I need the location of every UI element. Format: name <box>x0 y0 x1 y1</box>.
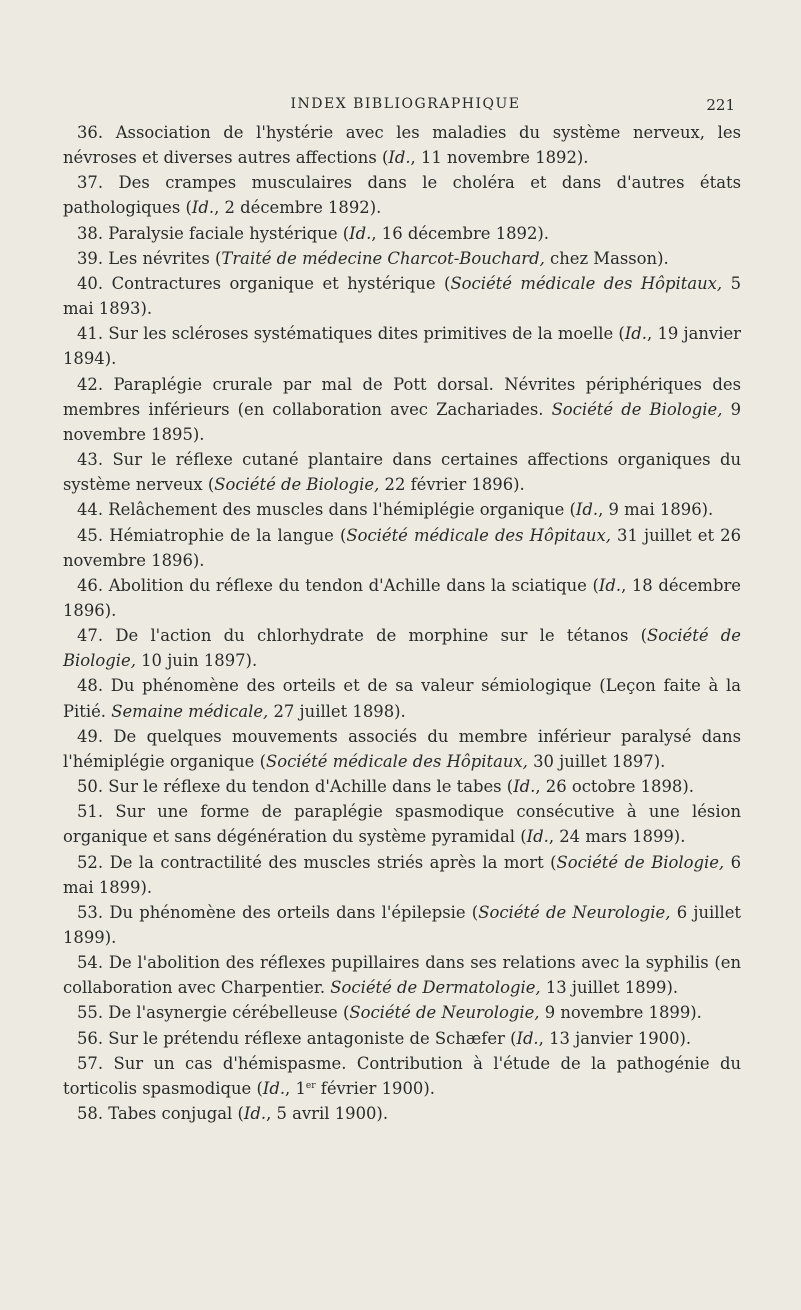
entry-source: Société de Biologie, <box>63 626 741 671</box>
bibliography-entry <box>63 497 741 522</box>
entry-date: 22 février 1896). <box>379 475 525 495</box>
bibliography-entry <box>63 623 741 673</box>
entry-number: 43. <box>77 450 104 470</box>
entry-text: Sur les scléroses systématiques dites primitives de la moelle ( <box>108 324 625 344</box>
entry-number: 57. <box>77 1053 104 1073</box>
entry-source: Id. <box>262 1078 286 1098</box>
bibliography-entry <box>63 447 741 497</box>
entry-text: De l'action du chlorhydrate de morphine sur le tétanos ( <box>115 626 648 646</box>
entry-date: , 19 janvier 1894). <box>63 324 741 369</box>
entry-number: 41. <box>77 324 104 344</box>
entry-date: 31 juillet et 26 novembre 1896). <box>63 525 741 570</box>
entry-source: Société de Biologie, <box>556 852 725 872</box>
entry-date: , 13 janvier 1900). <box>538 1028 692 1048</box>
entry-date: 6 juillet 1899). <box>63 902 742 947</box>
entry-number: 38. <box>77 223 104 243</box>
entry-source: Id. <box>513 777 536 797</box>
entry-text: Sur le prétendu réflexe antagoniste de Schæfer ( <box>108 1028 517 1048</box>
entry-text: Sur le réflexe du tendon d'Achille dans le tabes ( <box>108 777 514 797</box>
entry-number: 58. <box>77 1104 104 1124</box>
entry-source: Société médicale des Hôpitaux, <box>266 751 528 771</box>
entry-source: Id. <box>598 575 622 595</box>
entry-text: Paralysie faciale hystérique ( <box>108 223 350 243</box>
entry-date: 6 mai 1899). <box>63 852 742 897</box>
entry-superscript: er <box>305 1080 316 1091</box>
entry-number: 56. <box>77 1028 104 1048</box>
entry-date: , 1 <box>285 1078 306 1098</box>
page-number: 221 <box>706 96 735 114</box>
entry-source: Société de Neurologie, <box>349 1003 540 1023</box>
entry-date: 9 novembre 1895). <box>63 399 742 444</box>
entry-date: , 2 décembre 1892). <box>214 198 382 218</box>
entry-source: Société médicale des Hôpitaux, <box>346 525 611 545</box>
entry-date: , 5 avril 1900). <box>266 1104 389 1124</box>
bibliography-entry <box>63 573 741 623</box>
page-header <box>0 96 801 120</box>
entry-source: Id. <box>349 223 372 243</box>
entry-number: 42. <box>77 374 104 394</box>
entry-number: 55. <box>77 1003 104 1023</box>
bibliography-entry <box>63 1026 741 1051</box>
bibliography-entry <box>63 271 741 321</box>
entry-date: 10 juin 1897). <box>135 651 258 671</box>
entry-number: 47. <box>77 626 104 646</box>
entry-text: Du phénomène des orteils et de sa valeur sémiologique (Leçon faite à la Pitié. <box>63 676 741 721</box>
entry-source: Traité de médecine Charcot-Bouchard, <box>221 248 545 268</box>
entry-text: De quelques mouvements associés du membre inférieur paralysé dans l'hémiplégie organique ( <box>63 726 741 771</box>
entry-number: 53. <box>77 902 104 922</box>
entry-date: 13 juillet 1899). <box>540 978 679 998</box>
entry-date: 9 novembre 1899). <box>539 1003 702 1023</box>
entry-source: Id. <box>388 148 411 168</box>
entry-text: Des crampes musculaires dans le choléra et dans d'autres états pathologiques ( <box>63 173 741 218</box>
entry-text: Tabes conjugal ( <box>108 1104 244 1124</box>
entry-date: , 18 décembre 1896). <box>63 575 741 620</box>
bibliography-entry <box>63 1101 741 1126</box>
bibliography-entry <box>63 246 741 271</box>
entry-number: 44. <box>77 500 104 520</box>
bibliography-entry <box>63 120 741 170</box>
entry-text: Association de l'hystérie avec les maladies du système nerveux, les névroses et diverses autres affections ( <box>63 123 741 168</box>
entry-text: Sur le réflexe cutané plantaire dans certaines affections organiques du système nerveux ( <box>63 450 741 495</box>
entry-text: Sur une forme de paraplégie spasmodique consécutive à une lésion organique et sans dégénération du système pyramidal ( <box>63 802 741 847</box>
entry-number: 39. <box>77 248 104 268</box>
entry-number: 51. <box>77 802 104 822</box>
entry-number: 46. <box>77 575 104 595</box>
entry-source: Société médicale des Hôpitaux, <box>450 273 723 293</box>
entry-source: Semaine médicale, <box>111 701 269 721</box>
entry-date: , 26 octobre 1898). <box>535 777 694 797</box>
entry-text: De la contractilité des muscles striés après la mort ( <box>109 852 557 872</box>
entry-text: Abolition du réflexe du tendon d'Achille dans la sciatique ( <box>108 575 599 595</box>
entry-number: 45. <box>77 525 104 545</box>
entry-date-end: février 1900). <box>315 1078 435 1098</box>
bibliography-entry <box>63 170 741 220</box>
entry-source: Société de Neurologie, <box>478 902 671 922</box>
entry-date: , 9 mai 1896). <box>598 500 714 520</box>
entry-number: 48. <box>77 676 104 696</box>
bibliography-entry <box>63 774 741 799</box>
bibliography-entry <box>63 673 741 723</box>
entry-text: De l'asynergie cérébelleuse ( <box>108 1003 350 1023</box>
entry-number: 37. <box>77 173 104 193</box>
entry-date: 27 juillet 1898). <box>268 701 406 721</box>
entry-number: 49. <box>77 726 104 746</box>
entry-number: 40. <box>77 273 104 293</box>
entry-source: Id. <box>575 500 599 520</box>
entry-date: , 24 mars 1899). <box>548 827 686 847</box>
entry-text: Contractures organique et hystérique ( <box>111 273 451 293</box>
entry-source: Id. <box>191 198 215 218</box>
entry-text: Sur un cas d'hémispasme. Contribution à l'étude de la pathogénie du torticolis spasmodique ( <box>63 1053 741 1098</box>
bibliography-entry <box>63 523 741 573</box>
bibliography-entry <box>63 799 741 849</box>
running-title: INDEX BIBLIOGRAPHIQUE <box>290 96 521 112</box>
entry-text: Paraplégie crurale par mal de Pott dorsal. Névrites périphériques des membres inférieurs (en collaboration avec Zachariades. <box>63 374 741 419</box>
entry-text: Hémiatrophie de la langue ( <box>109 525 347 545</box>
bibliography-entry <box>63 372 741 447</box>
entry-text: De l'abolition des réflexes pupillaires dans ses relations avec la syphilis (en collaboration avec Charpentier. <box>63 953 741 998</box>
bibliography-entry <box>63 950 741 1000</box>
entry-source: Id. <box>243 1104 267 1124</box>
bibliography-entry <box>63 321 741 371</box>
bibliography-entry <box>63 1051 741 1101</box>
entry-source: Id. <box>624 324 647 344</box>
bibliography-list <box>63 120 741 1126</box>
bibliography-entry <box>63 850 741 900</box>
entry-number: 50. <box>77 777 104 797</box>
bibliography-entry <box>63 900 741 950</box>
entry-number: 52. <box>77 852 104 872</box>
entry-number: 36. <box>77 123 104 142</box>
entry-source: Société de Biologie, <box>214 475 380 495</box>
entry-text: Du phénomène des orteils dans l'épilepsie ( <box>109 902 479 922</box>
entry-number: 54. <box>77 953 104 973</box>
bibliography-entry <box>63 724 741 774</box>
entry-date: , 16 décembre 1892). <box>371 223 550 243</box>
entry-date: , 11 novembre 1892). <box>410 148 589 168</box>
entry-date: 5 mai 1893). <box>63 273 742 319</box>
entry-source: Société de Dermatologie, <box>330 978 541 998</box>
entry-text: Relâchement des muscles dans l'hémiplégie organique ( <box>108 500 576 520</box>
entry-date: chez Masson). <box>544 248 669 268</box>
entry-source: Id. <box>526 827 549 847</box>
entry-text: Les névrites ( <box>108 248 222 268</box>
entry-source: Id. <box>516 1028 539 1048</box>
bibliography-entry <box>63 221 741 246</box>
entry-source: Société de Biologie, <box>551 399 723 419</box>
bibliography-entry <box>63 1000 741 1025</box>
entry-date: 30 juillet 1897). <box>527 751 666 771</box>
